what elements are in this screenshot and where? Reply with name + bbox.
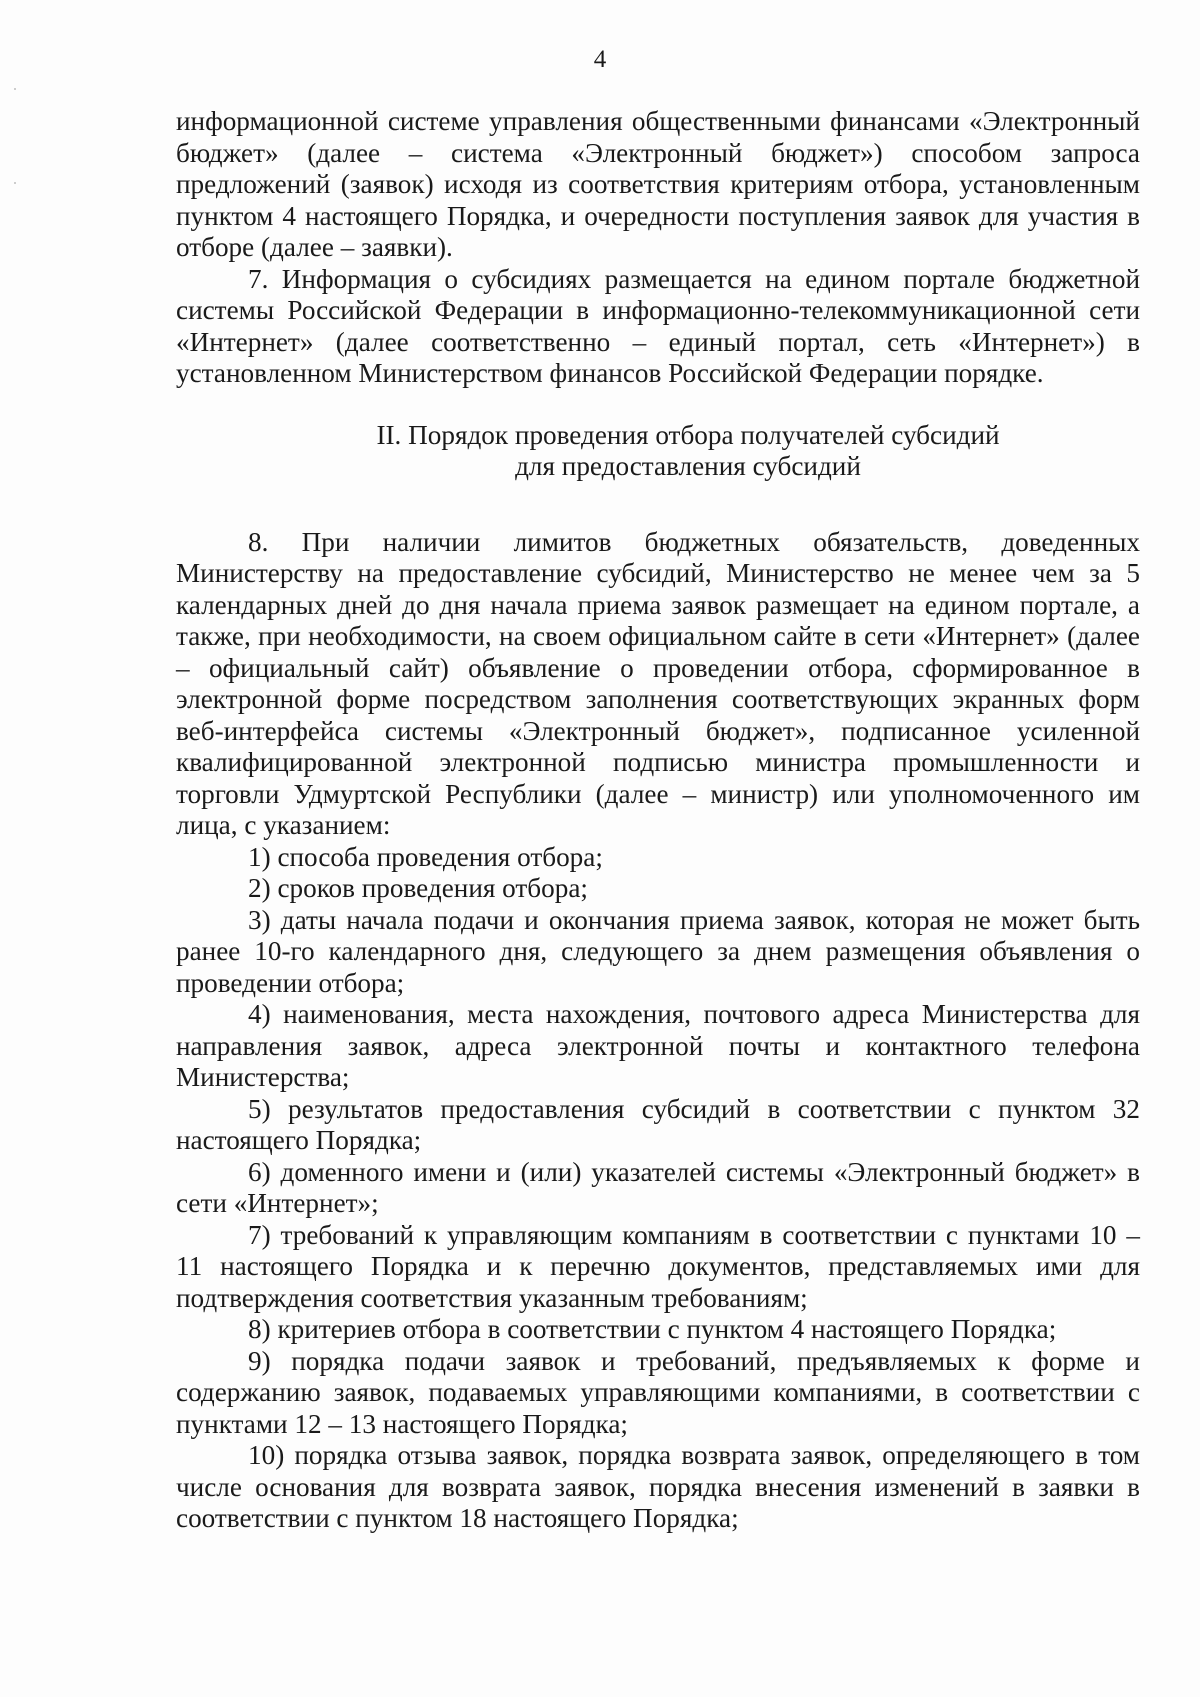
list-item-5: 5) результатов предоставления субсидий в соответствии с пунктом 32 настоящего Порядка; bbox=[176, 1093, 1140, 1155]
section-heading-line2: для предоставления субсидий bbox=[515, 451, 861, 481]
page-number: 4 bbox=[593, 46, 607, 73]
list-item-1: 1) способа проведения отбора; bbox=[248, 841, 603, 872]
section-heading bbox=[176, 420, 1140, 483]
paragraph-8: 8. При наличии лимитов бюджетных обязательств, доведенных Министерству на предоставление субсидий, Министерство не менее чем за 5 календарных дней до дня начала приема заявок размещает на едином портале, а также, при необходимости, на своем официальном сайте в сети «Интернет» (далее – официальный сайт) объявление о проведении отбора, сформированное в электронной форме посредством заполнения соответствующих экранных форм веб-интерфейса системы «Электронный бюджет», подписанное усиленной квалифицированной электронной подписью министра промышленности и торговли Удмуртской Республики (далее – министр) или уполномоченного им лица, с указанием: bbox=[176, 526, 1140, 840]
scan-speck bbox=[14, 88, 16, 90]
document-body bbox=[176, 106, 1140, 1535]
list-item-9: 9) порядка подачи заявок и требований, предъявляемых к форме и содержанию заявок, подаваемых управляющими компаниями, в соответствии с пунктами 12 – 13 настоящего Порядка; bbox=[176, 1345, 1140, 1439]
section-heading-line1: II. Порядок проведения отбора получателей субсидий bbox=[376, 419, 1000, 450]
paragraph-7: 7. Информация о субсидиях размещается на едином портале бюджетной системы Российской Федерации в информационно-телекоммуникационной сети «Интернет» (далее соответственно – единый портал, сеть «Интернет») в установленном Министерством финансов Российской Федерации порядке. bbox=[176, 263, 1140, 388]
list-item-6: 6) доменного имени и (или) указателей системы «Электронный бюджет» в сети «Интернет»; bbox=[176, 1156, 1140, 1218]
list-item-4: 4) наименования, места нахождения, почтового адреса Министерства для направления заявок, адреса электронной почты и контактного телефона Министерства; bbox=[176, 999, 1140, 1092]
scan-speck bbox=[14, 182, 16, 184]
list-item-2: 2) сроков проведения отбора; bbox=[248, 873, 588, 903]
list-item-8: 8) критериев отбора в соответствии с пунктом 4 настоящего Порядка; bbox=[248, 1314, 1057, 1344]
list-item-7: 7) требований к управляющим компаниям в соответствии с пунктами 10 – 11 настоящего Порядка и к перечню документов, представляемых ими для подтверждения соответствия указанным требованиям; bbox=[176, 1219, 1140, 1313]
list-item-3: 3) даты начала подачи и окончания приема заявок, которая не может быть ранее 10-го календарного дня, следующего за днем размещения объявления о проведении отбора; bbox=[176, 904, 1140, 998]
paragraph-continuation: информационной системе управления общественными финансами «Электронный бюджет» (далее – система «Электронный бюджет») способом запроса предложений (заявок) исходя из соответствия критериям отбора, установленным пунктом 4 настоящего Порядка, и очередности поступления заявок для участия в отборе (далее – заявки). bbox=[176, 106, 1140, 262]
list-item-10: 10) порядка отзыва заявок, порядка возврата заявок, определяющего в том числе основания для возврата заявок, порядка внесения изменений в заявки в соответствии с пунктом 18 настоящего Порядка; bbox=[176, 1440, 1140, 1533]
